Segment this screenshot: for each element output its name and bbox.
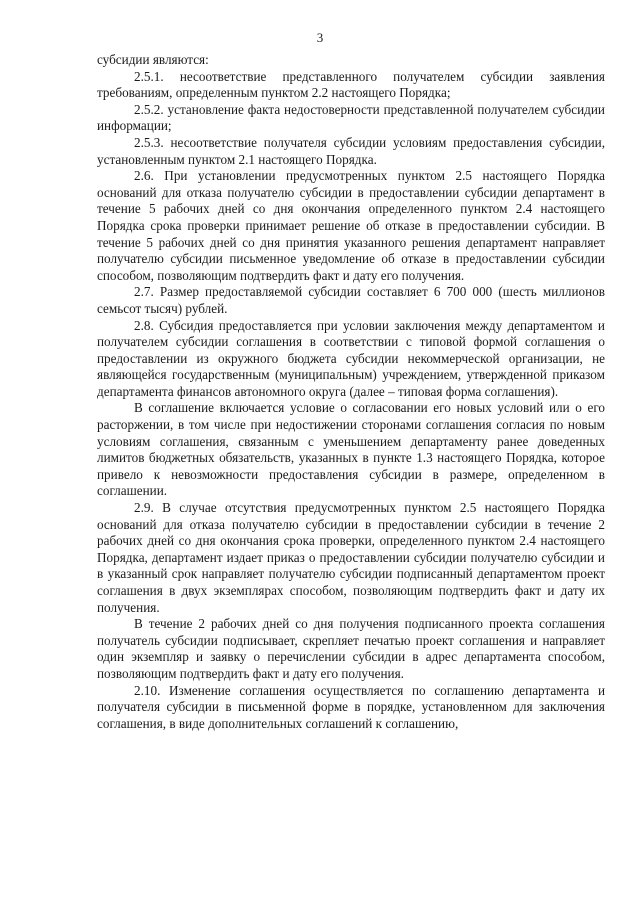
paragraph-2-5-3: 2.5.3. несоответствие получателя субсидии условиям предоставления субсидии, установленным пунктом 2.1 настоящего Порядка. — [97, 134, 605, 167]
paragraph-2-5-2: 2.5.2. установление факта недостоверности представленной получателем субсидии информации; — [97, 101, 605, 134]
paragraph-2-9: 2.9. В случае отсутствия предусмотренных пунктом 2.5 настоящего Порядка оснований для отказа получателю субсидии в предоставлении субсидии в течение 2 рабочих дней со дня окончания срока проверки, определенного пунктом 2.4 настоящего Порядка, департамент издает приказ о предоставлении субсидии получателю субсидии и в указанный срок направляет получателю субсидии подписанный департаментом проект соглашения в двух экземплярах способом, позволяющим подтвердить факт и дату их получения. — [97, 500, 605, 615]
paragraph-2-10: 2.10. Изменение соглашения осуществляется по соглашению департамента и получателя субсидии в письменной форме в порядке, установленном для заключения соглашения, в виде дополнительных соглашений к соглашению, — [97, 682, 605, 731]
paragraph-2-7: 2.7. Размер предоставляемой субсидии составляет 6 700 000 (шесть миллионов семьсот тысяч) рублей. — [97, 284, 605, 316]
paragraph-continuation: субсидии являются: — [97, 52, 209, 67]
paragraph-agreement-conditions: В соглашение включается условие о согласовании его новых условий или о его расторжении, в том числе при недостижении сторонами соглашения согласия по новым условиям соглашения, связанным с уменьшением департаменту ранее доведенных лимитов бюджетных обязательств, указанных в пункте 1.3 настоящего Порядка, которое привело к невозможности предоставления субсидии в размере, определенном в соглашении. — [97, 400, 605, 499]
paragraph-2-6: 2.6. При установлении предусмотренных пунктом 2.5 настоящего Порядка оснований для отказа получателю субсидии в предоставлении субсидии департамент в течение 5 рабочих дней со дня окончания определенного пунктом 2.4 настоящего Порядка срока проверки принимает решение об отказе в предоставлении субсидии. В течение 5 рабочих дней со дня принятия указанного решения департамент направляет получателю субсидии письменное уведомление об отказе в предоставлении субсидии способом, позволяющим подтвердить факт и дату его получения. — [97, 168, 605, 283]
paragraph-signing-procedure: В течение 2 рабочих дней со дня получения подписанного проекта соглашения получатель субсидии подписывает, скрепляет печатью проект соглашения и направляет один экземпляр и заявку о перечислении субсидии в адрес департамента способом, позволяющим подтвердить факт и дату его получения. — [97, 616, 605, 681]
page-number: 3 — [316, 30, 324, 45]
paragraph-2-8: 2.8. Субсидия предоставляется при условии заключения между департаментом и получателем субсидии соглашения в соответствии с типовой формой соглашения о предоставлении из окружного бюджета субсидии некоммерческой организации, не являющейся государственным (муниципальным) учреждением, утвержденной приказом департамента финансов автономного округа (далее – типовая форма соглашения). — [97, 317, 605, 399]
document-body — [97, 52, 605, 732]
paragraph-2-5-1: 2.5.1. несоответствие представленного получателем субсидии заявления требованиям, определенным пунктом 2.2 настоящего Порядка; — [97, 68, 605, 101]
